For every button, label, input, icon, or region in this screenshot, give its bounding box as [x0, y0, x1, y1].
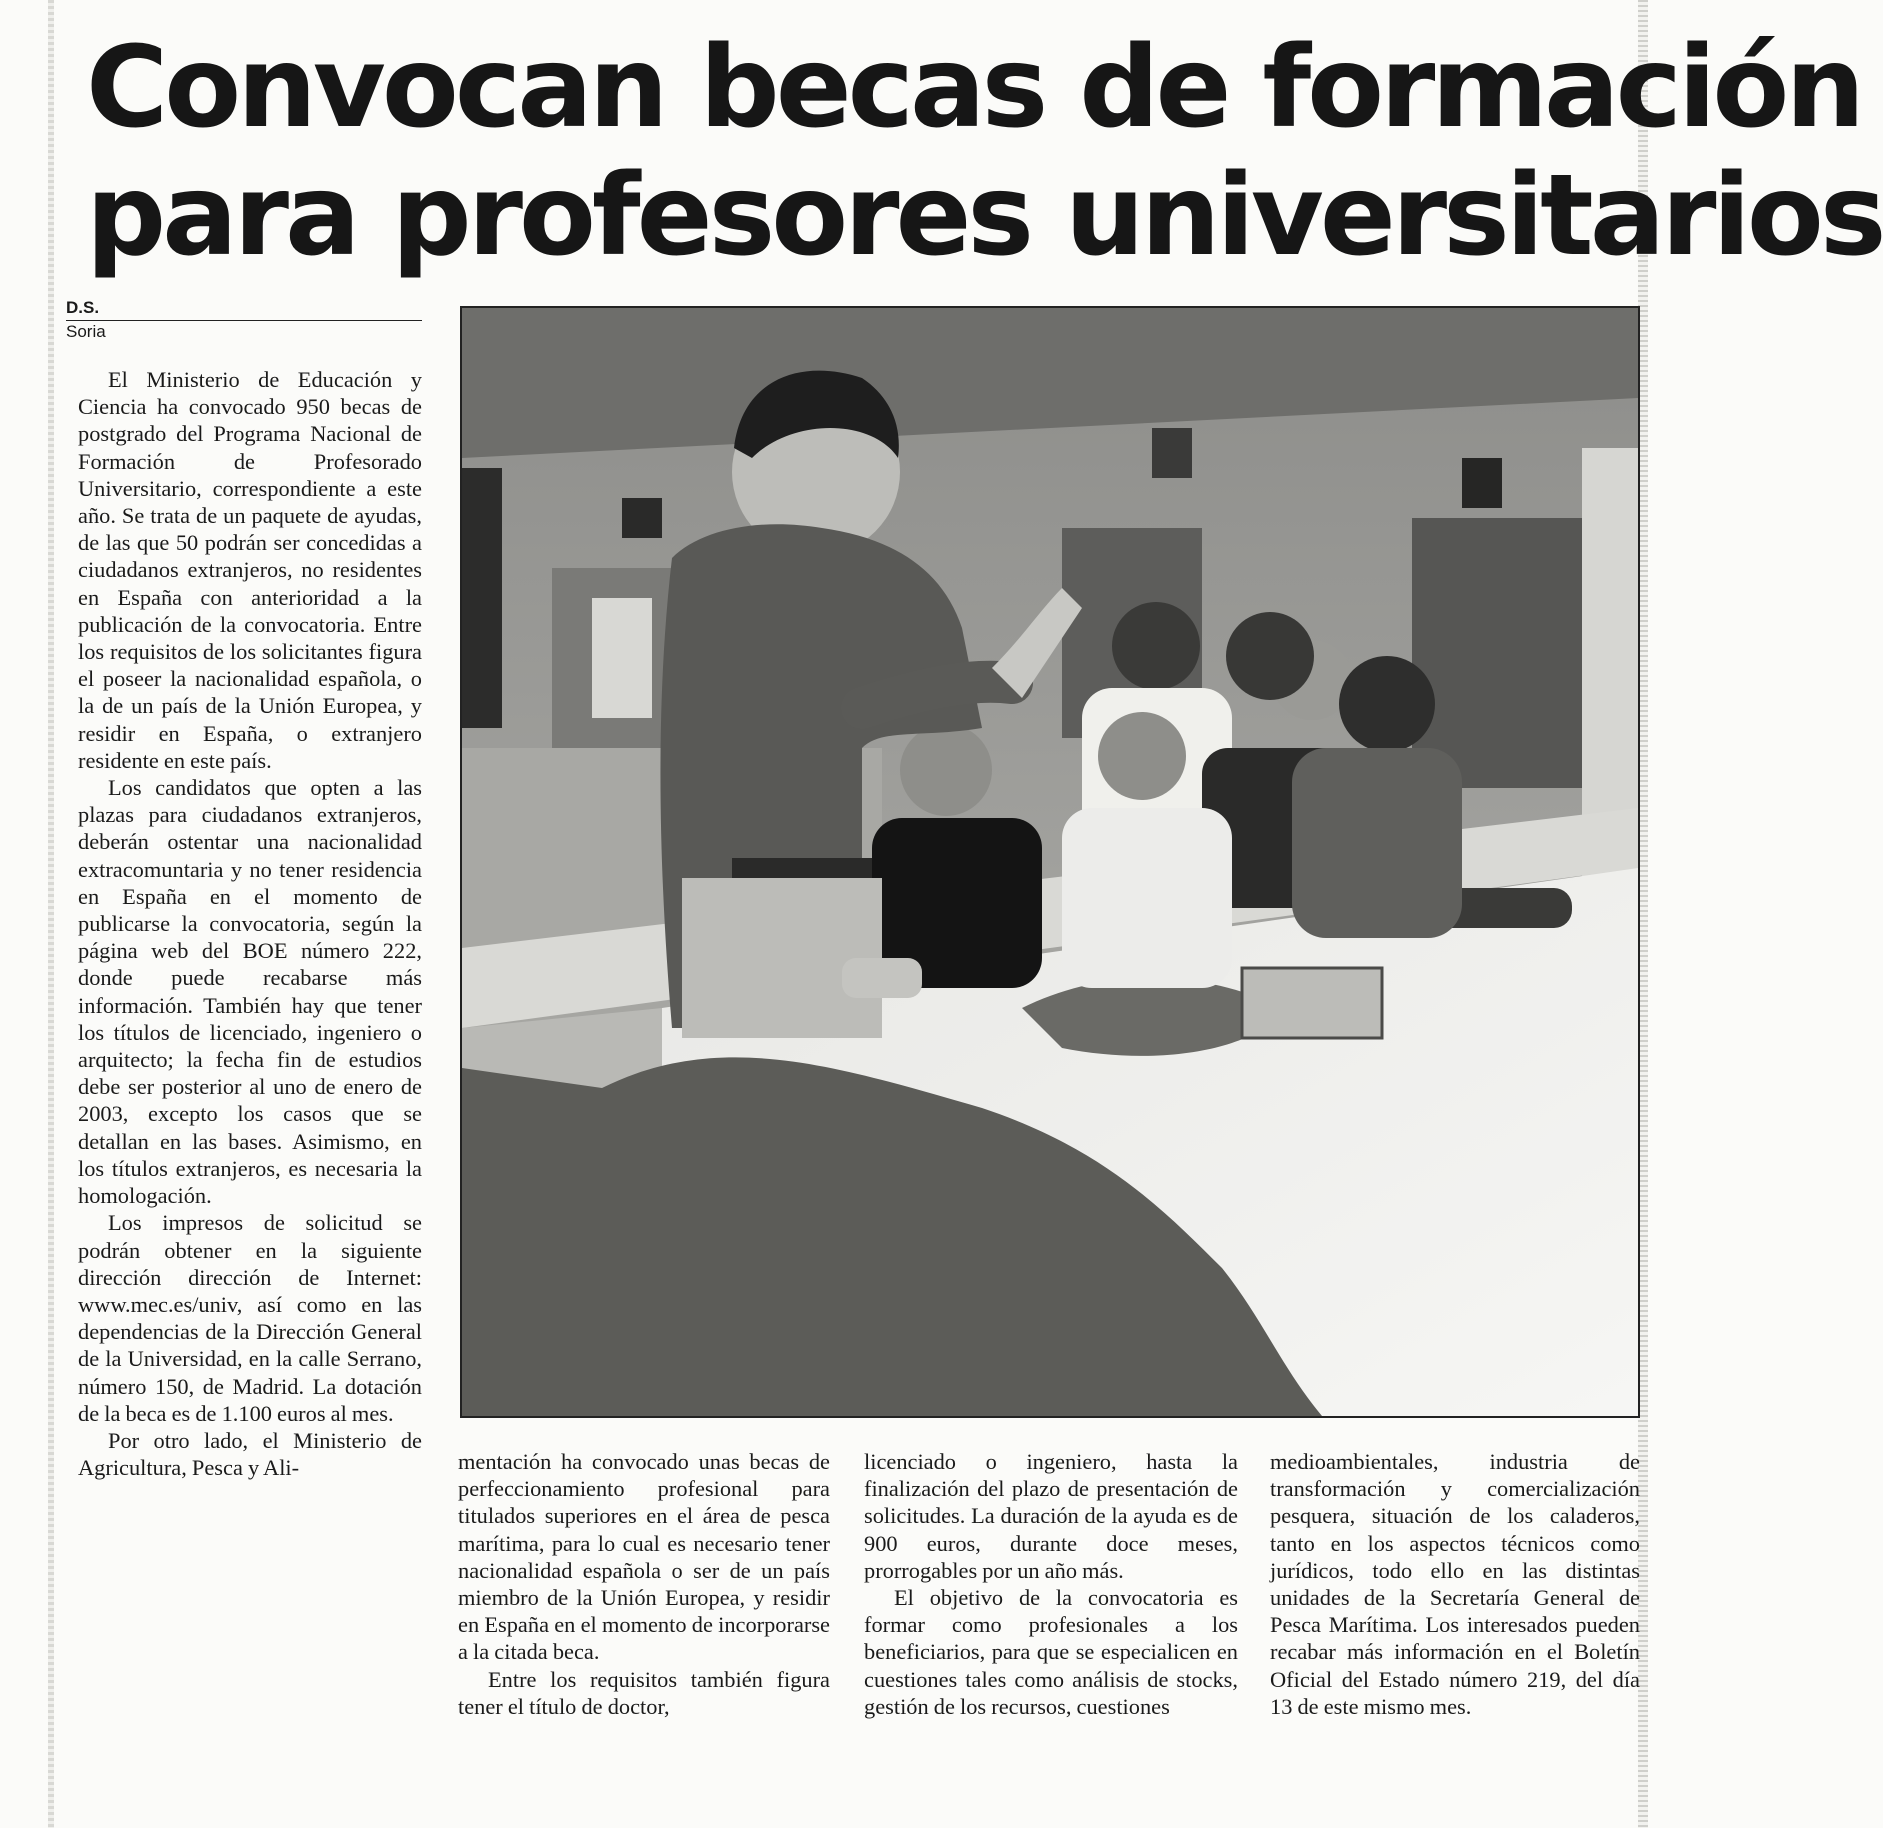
byline-author: D.S.	[66, 298, 422, 321]
article-column-2	[458, 1448, 830, 1720]
column-1-paragraph-4: Por otro lado, el Ministerio de Agricultura, Pesca y Ali-	[78, 1427, 422, 1481]
column-3-paragraph-2: El objetivo de la convocatoria es formar como profesionales a los beneficiarios, para que se especialicen en cuestiones tales como análisis de stocks, gestión de los recursos, cuestiones	[864, 1585, 1238, 1719]
column-2-paragraph-2: Entre los requisitos también figura tener el título de doctor,	[458, 1666, 830, 1719]
byline-place: Soria	[66, 322, 106, 341]
headline-line-1: Convocan becas de formación	[86, 23, 1862, 153]
classroom-photo-illustration	[462, 308, 1638, 1416]
column-1-paragraph-3: Los impresos de solicitud se podrán obtener en la siguiente dirección dirección de Internet: www.mec.es/univ, así como en las dependencias de la Dirección General de la Universidad, en la calle Serrano, número 150, de Madrid. La dotación de la beca es de 1.100 euros al mes.	[78, 1210, 422, 1426]
byline	[66, 298, 422, 343]
column-4-paragraph-1: medioambientales, industria de transformación y comercialización pesquera, situación de los caladeros, tanto en los aspectos técnicos como jurídicos, todo ello en las distintas unidades de la Secretaría General de Pesca Marítima. Los interesados pueden recabar más información en el Boletín Oficial del Estado número 219, del día 13 de este mismo mes.	[1270, 1449, 1640, 1719]
article-column-4	[1270, 1448, 1640, 1720]
article-column-3	[864, 1448, 1238, 1720]
classroom-photo	[460, 306, 1640, 1418]
headline-line-2: para profesores universitarios	[86, 151, 1883, 281]
article-column-1	[78, 366, 422, 1481]
headline	[86, 23, 1883, 281]
column-2-paragraph-1: mentación ha convocado unas becas de perfeccionamiento profesional para titulados superiores en el área de pesca marítima, para lo cual es necesario tener nacionalidad española o ser de un país miembro de la Unión Europea, y residir en España en el momento de incorporarse a la citada beca.	[458, 1449, 830, 1665]
column-1-paragraph-2: Los candidatos que opten a las plazas para ciudadanos extranjeros, deberán ostentar una nacionalidad extracomuntaria y no tener residencia en España en el momento de publicarse la convocatoria, según la página web del BOE número 222, donde puede recabarse más información. También hay que tener los títulos de licenciado, ingeniero o arquitecto; la fecha fin de estudios debe ser posterior al uno de enero de 2003, excepto los casos que se detallan en las bases. Asimismo, en los títulos extranjeros, es necesaria la homologación.	[78, 775, 422, 1209]
column-3-paragraph-1: licenciado o ingeniero, hasta la finalización del plazo de presentación de solicitudes. La duración de la ayuda es de 900 euros, durante doce meses, prorrogables por un año más.	[864, 1449, 1238, 1583]
scan-edge-left	[48, 0, 54, 1828]
column-1-paragraph-1: El Ministerio de Educación y Ciencia ha convocado 950 becas de postgrado del Programa Nacional de Formación de Profesorado Universitario, correspondiente a este año. Se trata de un paquete de ayudas, de las que 50 podrán ser concedidas a ciudadanos extranjeros, no residentes en España con anterioridad a la publicación de la convocatoria. Entre los requisitos de los solicitantes figura el poseer la nacionalidad española, o la de un país de la Unión Europea, y residir en España, o extranjero residente en este país.	[78, 367, 422, 773]
